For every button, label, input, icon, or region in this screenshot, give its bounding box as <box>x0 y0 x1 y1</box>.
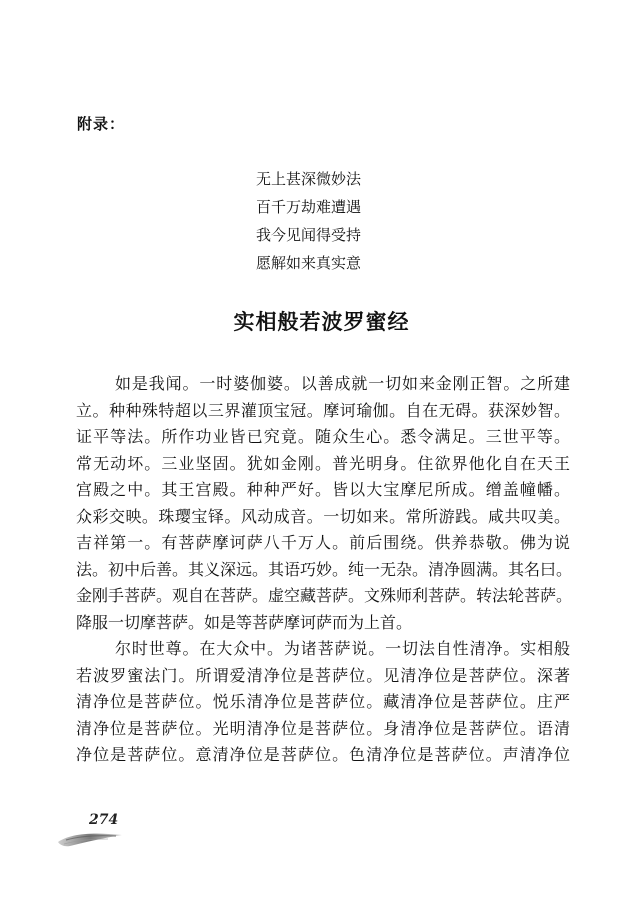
body-line: 若波罗蜜法门。所谓爱清净位是菩萨位。见清净位是菩萨位。深著 <box>76 665 570 685</box>
verse-block <box>256 165 416 277</box>
body-line: 法。初中后善。其义深远。其语巧妙。纯一无杂。清净圆满。其名曰。 <box>76 559 573 579</box>
verse-line: 无上甚深微妙法 <box>256 170 362 188</box>
brush-stroke-icon <box>56 826 126 850</box>
body-line: 吉祥第一。有菩萨摩诃萨八千万人。前后围绕。供养恭敬。佛为说 <box>76 533 570 552</box>
appendix-label: 附录： <box>77 115 126 133</box>
page-number: 274 <box>89 812 119 828</box>
body-line: 净位是菩萨位。意清净位是菩萨位。色清净位是菩萨位。声清净位 <box>76 745 570 764</box>
verse-line: 百千万劫难遭遇 <box>256 198 362 216</box>
body-text <box>76 371 573 769</box>
body-line: 清净位是菩萨位。悦乐清净位是菩萨位。藏清净位是菩萨位。庄严 <box>76 692 570 711</box>
body-line: 常无动坏。三业坚固。犹如金刚。普光明身。住欲界他化自在天王 <box>76 453 570 473</box>
sutra-title: 实相般若波罗蜜经 <box>233 309 410 334</box>
body-line: 证平等法。所作功业皆已究竟。随众生心。悉令满足。三世平等。 <box>76 427 570 446</box>
body-line: 立。种种殊特超以三界灌顶宝冠。摩诃瑜伽。自在无碍。获深妙智。 <box>76 400 570 420</box>
body-line: 降服一切摩菩萨。如是等菩萨摩诃萨而为上首。 <box>76 612 413 632</box>
body-line: 金刚手菩萨。观自在菩萨。虚空藏菩萨。文殊师利菩萨。转法轮菩萨。 <box>76 586 573 605</box>
body-line: 清净位是菩萨位。光明清净位是菩萨位。身清净位是菩萨位。语清 <box>76 718 570 738</box>
verse-line: 愿解如来真实意 <box>256 254 362 272</box>
body-line: 如是我闻。一时婆伽婆。以善成就一切如来金刚正智。之所建 <box>115 374 570 393</box>
body-line: 尔时世尊。在大众中。为诸菩萨说。一切法自性清净。实相般 <box>115 639 570 658</box>
body-line: 宫殿之中。其王宫殿。种种严好。皆以大宝摩尼所成。缯盖幢幡。 <box>76 480 570 499</box>
body-line: 众彩交映。珠璎宝铎。风动成音。一切如来。常所游践。咸共叹美。 <box>76 506 570 526</box>
verse-line: 我今见闻得受持 <box>256 226 362 244</box>
